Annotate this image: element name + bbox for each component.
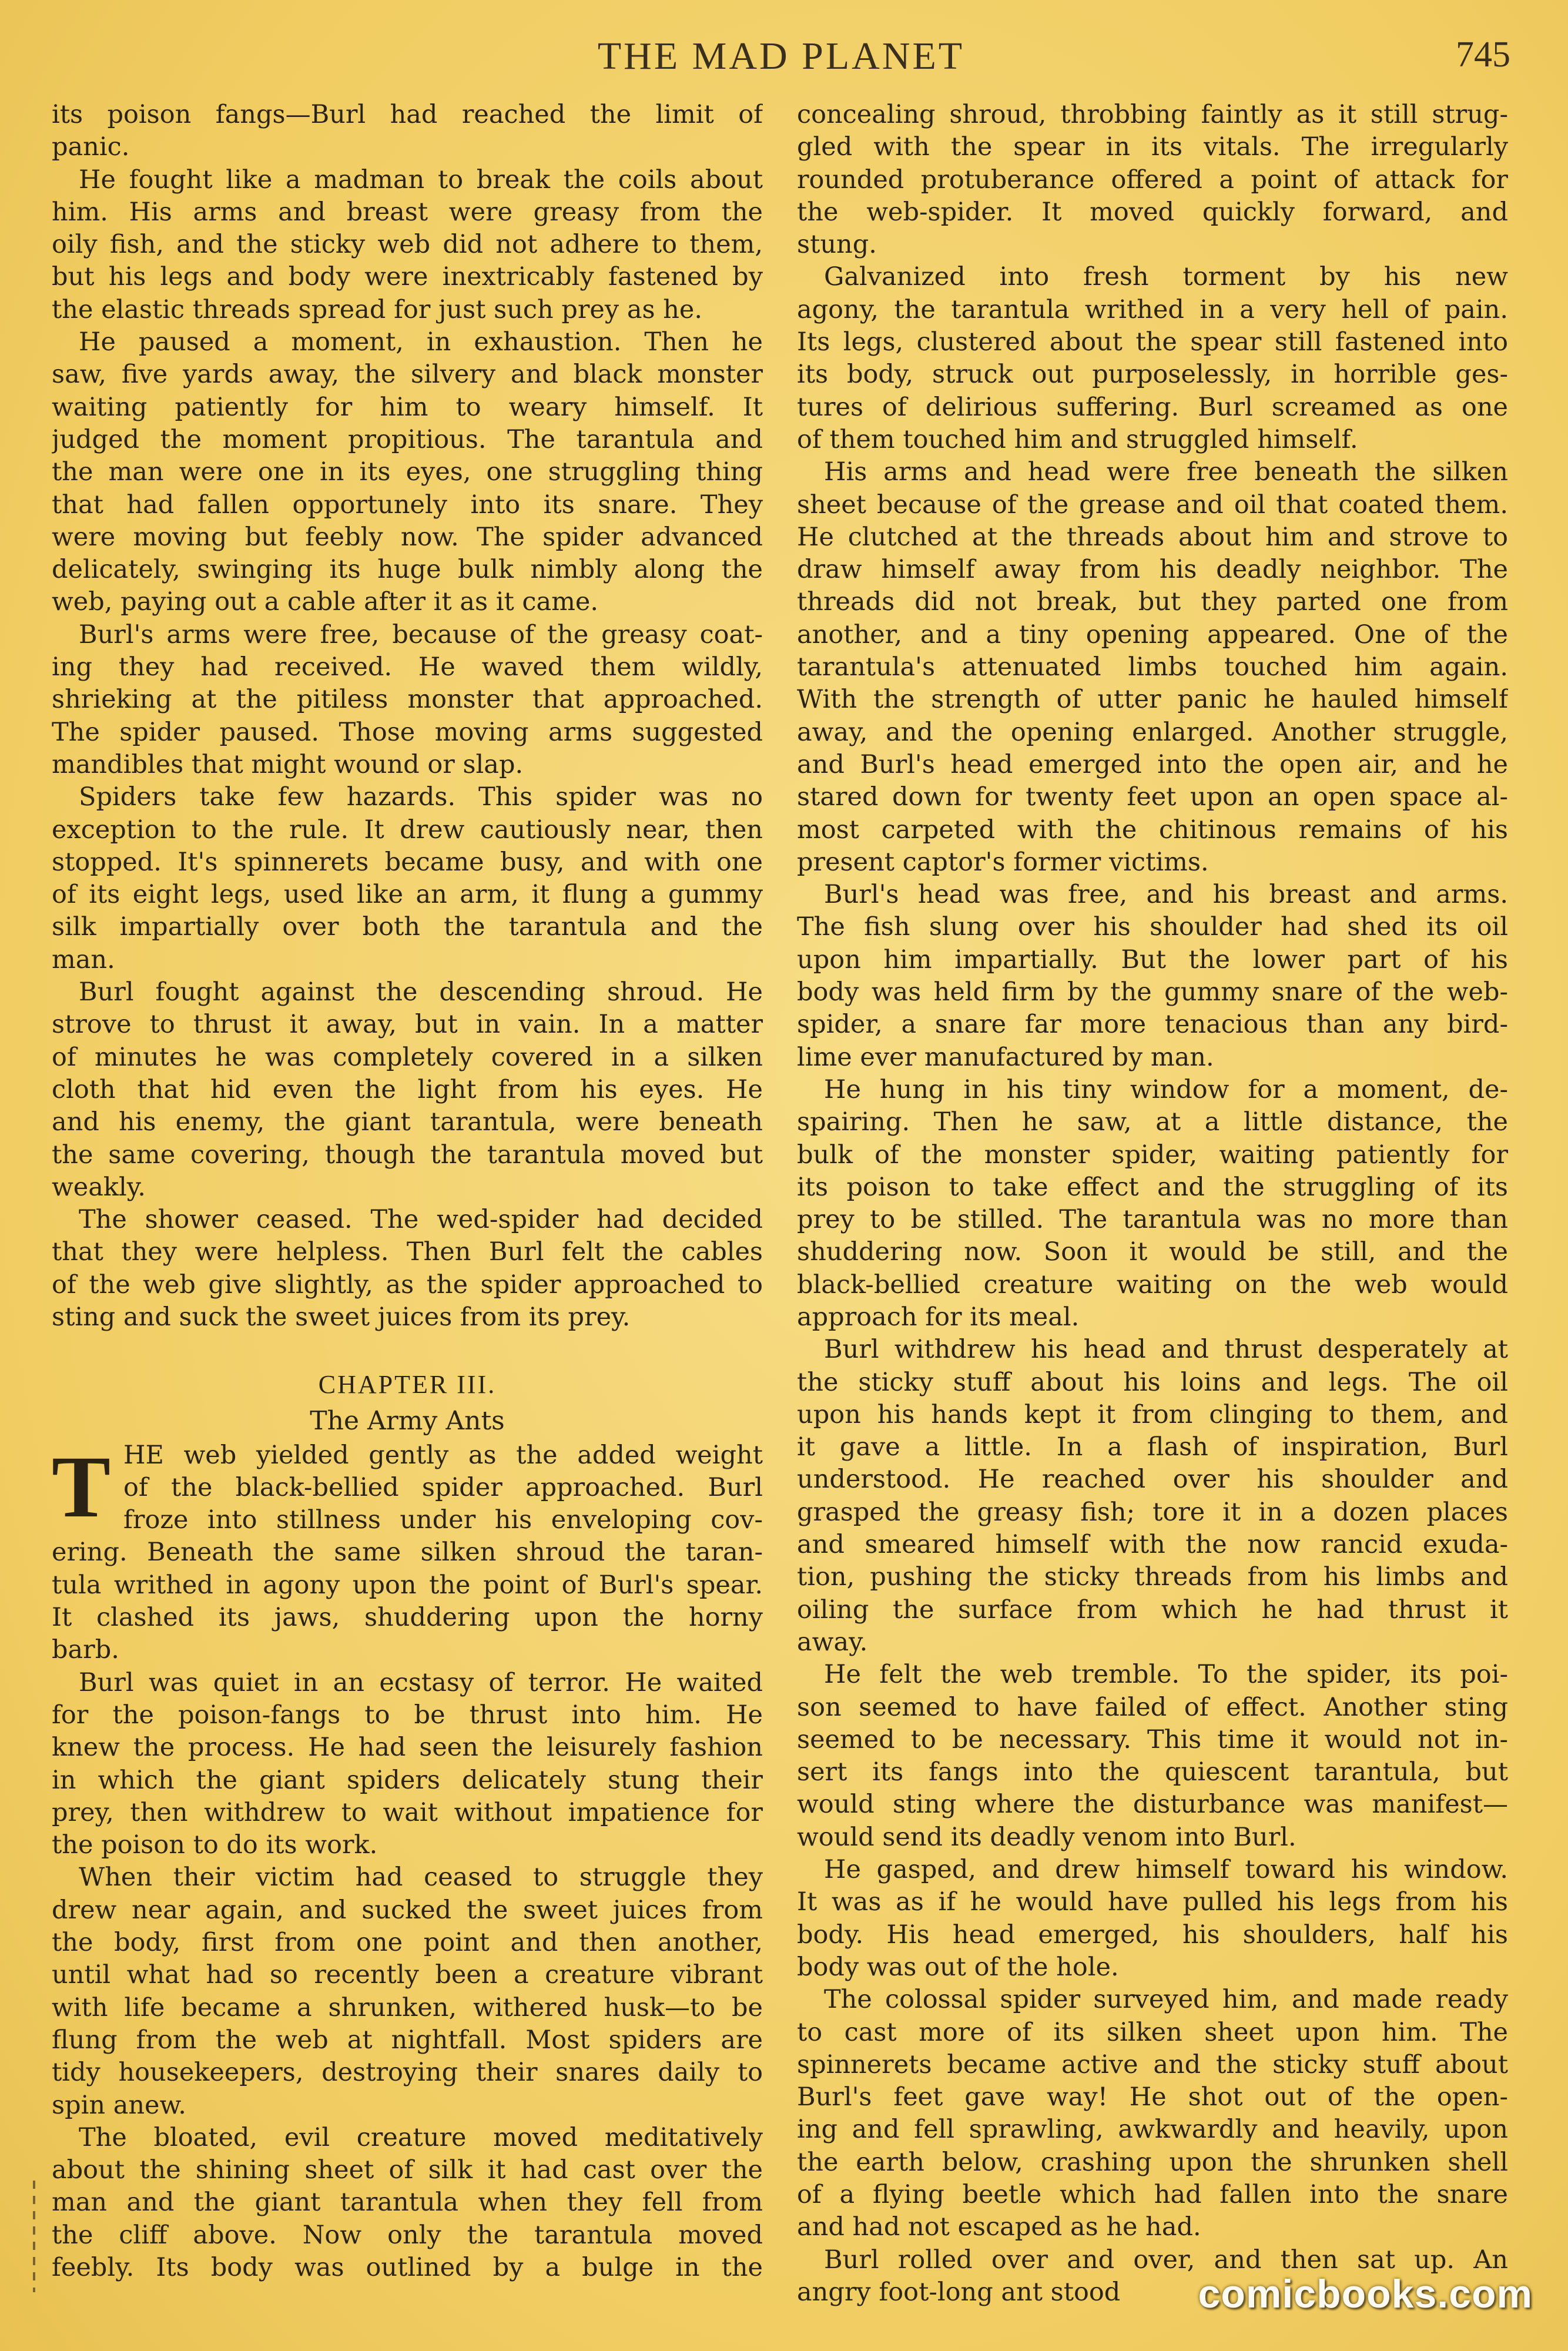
text-line: weakly. — [52, 1172, 146, 1202]
text-line: bulk of the monster spider, waiting patiently for — [797, 1140, 1508, 1170]
text-line: It was as if he would have pulled his legs from his — [797, 1887, 1508, 1917]
text-line: oiling the surface from which he had thrust it — [797, 1595, 1508, 1625]
text-line: man. — [52, 945, 115, 974]
text-line: sheet because of the grease and oil that coated them. — [797, 490, 1508, 520]
text-line: the body, first from one point and then another, — [52, 1928, 763, 1958]
page-number: 745 — [1456, 35, 1510, 75]
text-line: The spider paused. Those moving arms suggested — [52, 717, 763, 747]
text-line: the earth below, crashing upon the shrunken shell — [797, 2147, 1508, 2177]
text-line: the cliff above. Now only the tarantula moved — [52, 2220, 763, 2250]
text-line: shuddering now. Soon it would be still, and the — [797, 1237, 1508, 1267]
text-line: exception to the rule. It drew cautiously near, then — [52, 815, 763, 845]
text-line: spinnerets became active and the sticky stuff about — [797, 2049, 1508, 2079]
text-line: threads did not break, but they parted one from — [797, 587, 1508, 617]
text-line: the sticky stuff about his loins and legs. The oil — [797, 1367, 1508, 1397]
text-line: body was out of the hole. — [797, 1952, 1119, 1982]
text-line: another, and a tiny opening appeared. One of the — [797, 619, 1508, 649]
text-line: His arms and head were free beneath the silken — [824, 457, 1508, 487]
chapter-heading: CHAPTER III. — [318, 1369, 497, 1399]
text-line: ing they had received. He waved them wildly, — [52, 652, 763, 682]
text-line: the elastic threads spread for just such prey as he. — [52, 294, 703, 324]
text-line: stopped. It's spinnerets became busy, and with one — [52, 847, 763, 877]
text-line: son seemed to have failed of effect. Another sting — [797, 1692, 1508, 1722]
text-line: Burl withdrew his head and thrust desperately at — [824, 1335, 1508, 1365]
text-line: strove to thrust it away, but in vain. In a matter — [52, 1010, 763, 1040]
text-line: tula writhed in agony upon the point of Burl's spear. — [52, 1570, 763, 1600]
text-line: Burl's arms were free, because of the greasy coat- — [79, 619, 763, 649]
text-line: of the black-bellied spider approached. Burl — [123, 1472, 763, 1502]
text-line: of minutes he was completely covered in a silken — [52, 1042, 763, 1072]
text-line: barb. — [52, 1635, 119, 1665]
text-line: He fought like a madman to break the coils about — [79, 165, 763, 195]
text-line: were moving but feebly now. The spider advanced — [52, 522, 763, 552]
text-line: Burl's feet gave way! He shot out of the open- — [797, 2082, 1508, 2112]
text-line: He gasped, and drew himself toward his window. — [824, 1855, 1508, 1885]
running-title: THE MAD PLANET — [597, 35, 965, 78]
running-header — [52, 34, 1510, 87]
text-line: black-bellied creature waiting on the web would — [797, 1270, 1508, 1300]
left-column-text-bottom — [52, 1536, 763, 2284]
text-line: Burl fought against the descending shroud. He — [79, 977, 763, 1007]
text-line: and his enemy, the giant tarantula, were beneath — [52, 1107, 763, 1137]
text-line: body. His head emerged, his shoulders, half his — [797, 1920, 1508, 1950]
text-line: for the poison-fangs to be thrust into him. He — [52, 1700, 763, 1730]
text-line: ing and fell sprawling, awkwardly and heavily, upon — [797, 2115, 1508, 2145]
text-line: until what had so recently been a creature vibrant — [52, 1960, 763, 1990]
text-line: with life became a shrunken, withered husk—to be — [52, 1992, 763, 2022]
text-line: him. His arms and breast were greasy from the — [52, 197, 763, 227]
text-line: mandibles that might wound or slap. — [52, 749, 524, 779]
text-line: drew near again, and sucked the sweet juices from — [52, 1895, 763, 1925]
left-column-text-top — [52, 99, 763, 1334]
chapter-subtitle: The Army Ants — [310, 1405, 505, 1436]
text-line: upon his hands kept it from clinging to them, and — [797, 1399, 1508, 1429]
text-line: the web-spider. It moved quickly forward, and — [797, 197, 1508, 227]
text-line: The bloated, evil creature moved meditatively — [79, 2122, 763, 2152]
text-line: concealing shroud, throbbing faintly as it still strug- — [797, 100, 1508, 129]
text-line: ering. Beneath the same silken shroud the taran- — [52, 1538, 763, 1568]
text-line: sting and suck the sweet juices from its prey. — [52, 1302, 631, 1332]
text-line: the same covering, though the tarantula moved but — [52, 1140, 763, 1170]
text-line: prey to be stilled. The tarantula was no more than — [797, 1205, 1508, 1235]
left-column — [52, 99, 763, 2284]
section-spacer — [52, 1334, 763, 1366]
text-line: waiting patiently for him to weary himself. It — [52, 392, 763, 422]
text-line: gled with the spear in its vitals. The irregularly — [797, 132, 1508, 162]
text-line: man and the giant tarantula when they fell from — [52, 2188, 763, 2218]
right-column-text — [797, 99, 1508, 2309]
dropcap-lines — [52, 1439, 763, 1537]
text-line: that they were helpless. Then Burl felt the cables — [52, 1237, 763, 1267]
text-line: to cast more of its silken sheet upon him. The — [797, 2017, 1508, 2047]
text-line: in which the giant spiders delicately stung their — [52, 1765, 763, 1795]
text-line: grasped the greasy fish; tore it in a dozen places — [797, 1497, 1508, 1527]
text-line: of a flying beetle which had fallen into the snare — [797, 2180, 1508, 2209]
text-line: the man were one in its eyes, one struggling thing — [52, 457, 763, 487]
text-line: present captor's former victims. — [797, 847, 1209, 877]
text-line: panic. — [52, 132, 130, 162]
text-line: delicately, swinging its huge bulk nimbly along the — [52, 555, 763, 585]
dropcap-paragraph — [52, 1439, 763, 1537]
text-line: Burl rolled over and over, and then sat up. An — [824, 2245, 1508, 2275]
text-line: seemed to be necessary. This time it would not in- — [797, 1724, 1508, 1754]
text-line: stared down for twenty feet upon an open space al- — [797, 782, 1508, 812]
text-line: feebly. Its body was outlined by a bulge in the — [52, 2253, 763, 2282]
text-line: tarantula's attenuated limbs touched him again. — [797, 652, 1508, 682]
watermark: comicbooks.com — [1198, 2272, 1533, 2316]
text-line: most carpeted with the chitinous remains of his — [797, 815, 1508, 845]
text-line: about the shining sheet of silk it had cast over the — [52, 2155, 763, 2185]
text-line: angry foot-long ant stood — [797, 2277, 1121, 2307]
text-line: tion, pushing the sticky threads from his limbs and — [797, 1562, 1508, 1592]
text-line: saw, five yards away, the silvery and black monster — [52, 360, 763, 390]
text-line: Burl was quiet in an ecstasy of terror. He waited — [79, 1667, 763, 1697]
text-line: The fish slung over his shoulder had shed its oil — [797, 912, 1508, 942]
text-line: understood. He reached over his shoulder and — [797, 1465, 1508, 1495]
text-line: He felt the web tremble. To the spider, its poi- — [824, 1660, 1508, 1690]
text-line: stung. — [797, 230, 877, 260]
text-line: its body, struck out purposelessly, in horrible ges- — [797, 360, 1508, 390]
text-line: Its legs, clustered about the spear still fastened into — [797, 327, 1508, 357]
text-line: and Burl's head emerged into the open air, and he — [797, 749, 1508, 779]
text-line: lime ever manufactured by man. — [797, 1042, 1214, 1072]
text-line: and smeared himself with the now rancid exuda- — [797, 1530, 1508, 1560]
text-line: spairing. Then he saw, at a little distance, the — [797, 1107, 1508, 1137]
text-line: He paused a moment, in exhaustion. Then he — [79, 327, 763, 357]
right-column — [797, 99, 1508, 2309]
text-line: away, and the opening enlarged. Another struggle, — [797, 717, 1508, 747]
text-line: Spiders take few hazards. This spider was no — [79, 782, 763, 812]
text-line: its poison to take effect and the struggling of its — [797, 1172, 1508, 1202]
dropcap-letter: T — [52, 1438, 111, 1536]
text-line: would sting where the disturbance was manifest— — [797, 1790, 1508, 1820]
text-line: its poison fangs—Burl had reached the limit of — [52, 100, 763, 129]
text-line: With the strength of utter panic he hauled himself — [797, 685, 1508, 715]
text-line: rounded protuberance offered a point of attack for — [797, 165, 1508, 195]
text-line: it gave a little. In a flash of inspiration, Burl — [797, 1432, 1508, 1462]
text-line: web, paying out a cable after it as it came. — [52, 587, 599, 617]
text-line: body was held firm by the gummy snare of the web- — [797, 977, 1508, 1007]
text-line: tures of delirious suffering. Burl screamed as one — [797, 392, 1508, 422]
text-line: upon him impartially. But the lower part of his — [797, 945, 1508, 974]
text-line: When their victim had ceased to struggle they — [79, 1863, 763, 1893]
text-line: Burl's head was free, and his breast and arms. — [824, 880, 1508, 910]
text-line: flung from the web at nightfall. Most spiders are — [52, 2025, 763, 2055]
text-line: The colossal spider surveyed him, and made ready — [824, 1985, 1508, 2015]
text-line: draw himself away from his deadly neighbor. The — [797, 555, 1508, 585]
text-line: Galvanized into fresh torment by his new — [824, 262, 1508, 292]
text-line: and had not escaped as he had. — [797, 2212, 1201, 2242]
text-line: agony, the tarantula writhed in a very hell of pain. — [797, 294, 1508, 324]
text-line: spider, a snare far more tenacious than any bird- — [797, 1010, 1508, 1040]
text-line: of the web give slightly, as the spider approached to — [52, 1270, 763, 1300]
text-line: froze into stillness under his enveloping cov- — [123, 1505, 763, 1535]
text-line: prey, then withdrew to wait without impatience for — [52, 1797, 763, 1827]
text-line: cloth that hid even the light from his eyes. He — [52, 1074, 763, 1104]
text-line: silk impartially over both the tarantula and the — [52, 912, 763, 942]
text-line: that had fallen opportunely into its snare. They — [52, 490, 763, 520]
text-line: tidy housekeepers, destroying their snares daily to — [52, 2058, 763, 2088]
text-line: of its eight legs, used like an arm, it flung a gummy — [52, 880, 763, 910]
text-line: He clutched at the threads about him and strove to — [797, 522, 1508, 552]
text-line: the poison to do its work. — [52, 1830, 378, 1860]
text-line: away. — [797, 1627, 868, 1657]
text-line: knew the process. He had seen the leisurely fashion — [52, 1733, 763, 1763]
text-line: oily fish, and the sticky web did not adhere to them, — [52, 230, 763, 260]
margin-pencil-mark — [33, 2181, 35, 2292]
text-line: but his legs and body were inextricably fastened by — [52, 262, 763, 292]
text-line: spin anew. — [52, 2090, 186, 2120]
text-line: judged the moment propitious. The tarantula and — [52, 424, 763, 454]
text-line: It clashed its jaws, shuddering upon the horny — [52, 1603, 763, 1633]
text-line: shrieking at the pitiless monster that approached. — [52, 685, 763, 715]
text-line: of them touched him and struggled himself. — [797, 424, 1358, 454]
text-line: approach for its meal. — [797, 1302, 1080, 1332]
text-line: would send its deadly venom into Burl. — [797, 1822, 1296, 1852]
text-line: HE web yielded gently as the added weight — [123, 1440, 763, 1470]
text-line: The shower ceased. The wed-spider had decided — [79, 1205, 763, 1235]
text-line: He hung in his tiny window for a moment, de- — [824, 1074, 1508, 1104]
text-line: sert its fangs into the quiescent tarantula, but — [797, 1757, 1508, 1787]
